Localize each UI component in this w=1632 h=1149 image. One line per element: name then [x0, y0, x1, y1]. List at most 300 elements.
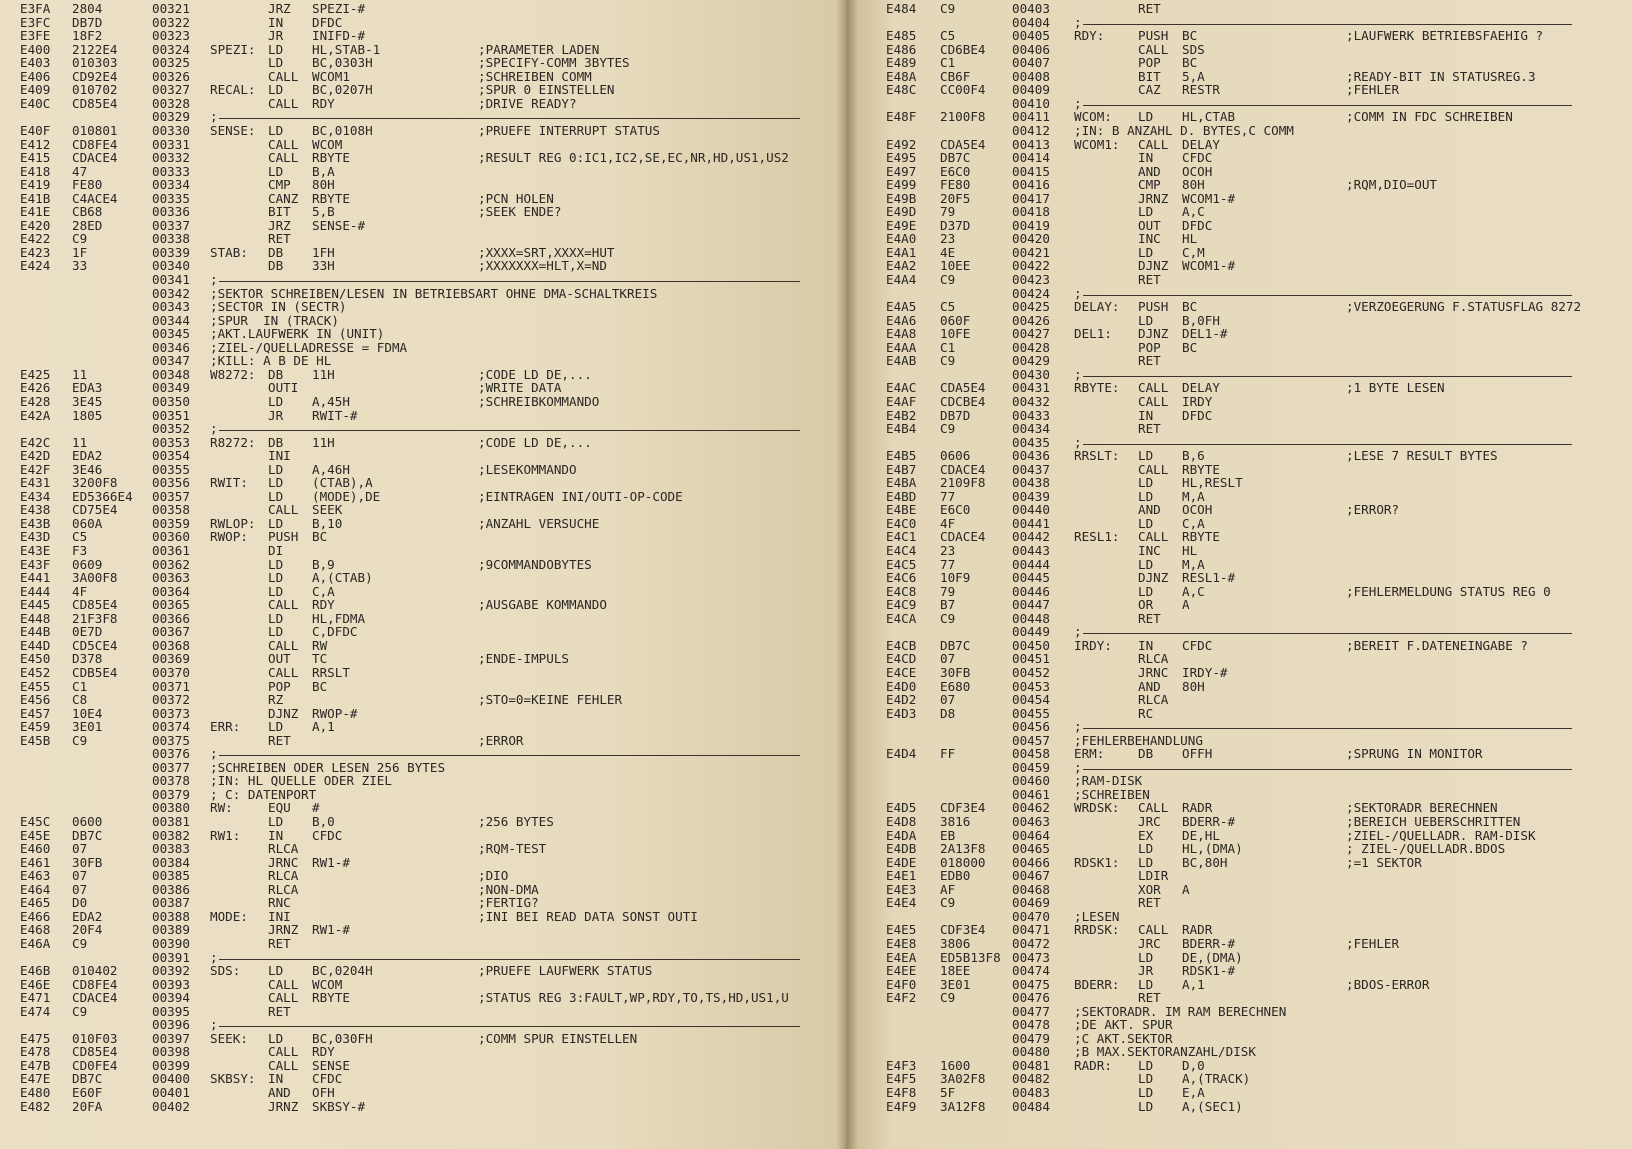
- operand: DE,(DMA): [1182, 949, 1243, 965]
- source-comment: ;RAM-DISK: [1074, 773, 1143, 789]
- address: E4E3: [886, 881, 917, 897]
- line-number: 00367: [152, 624, 190, 640]
- hex-code: 4F: [940, 515, 956, 531]
- operand: 80H: [1182, 678, 1205, 694]
- address: E4F8: [886, 1085, 917, 1100]
- opcode: LD: [268, 963, 284, 979]
- address: E484: [886, 1, 917, 16]
- operand: BC,0303H: [312, 55, 373, 71]
- opcode: DB: [1138, 746, 1154, 762]
- hex-code: CD85E4: [72, 1044, 118, 1060]
- opcode: CALL: [268, 68, 299, 84]
- opcode: JR: [1138, 963, 1154, 979]
- hex-code: 77: [940, 488, 956, 504]
- operand: HL: [1182, 543, 1198, 558]
- address: E40F: [20, 122, 51, 138]
- opcode: AND: [1138, 502, 1161, 518]
- operand: HL,RESLT: [1182, 475, 1243, 491]
- operand: RADR: [1182, 800, 1213, 816]
- operand: HL,FDMA: [312, 610, 366, 626]
- operand: BC: [312, 678, 328, 694]
- operand: HL,CTAB: [1182, 109, 1236, 125]
- comment: ;DIO: [478, 868, 509, 884]
- operand: DELAY: [1182, 136, 1220, 152]
- hex-code: AF: [940, 881, 956, 897]
- operand: BC: [1182, 28, 1198, 44]
- hex-code: C5: [940, 28, 956, 44]
- hex-code: 2A13F8: [940, 841, 986, 857]
- operand: A,(CTAB): [312, 570, 373, 586]
- address: E420: [20, 217, 51, 233]
- listing-line: [0, 354, 846, 368]
- line-number: 00421: [1012, 244, 1050, 260]
- operand: BC: [1182, 55, 1198, 71]
- source-comment: ;SPUR IN (TRACK): [210, 312, 339, 328]
- hex-code: DB7D: [940, 407, 971, 423]
- line-number: 00372: [152, 692, 190, 708]
- line-number: 00440: [1012, 502, 1050, 518]
- opcode: LD: [1138, 583, 1154, 599]
- address: E41B: [20, 190, 51, 206]
- line-number: 00474: [1012, 963, 1050, 979]
- opcode: CALL: [1138, 41, 1169, 57]
- line-number: 00457: [1012, 732, 1050, 748]
- comment: ;ERROR: [478, 732, 524, 748]
- line-number: 00472: [1012, 935, 1050, 951]
- hex-code: E6C0: [940, 502, 971, 518]
- comment: ;STATUS REG 3:FAULT,WP,RDY,TO,TS,HD,US1,U: [478, 990, 789, 1006]
- line-number: 00473: [1012, 949, 1050, 965]
- hex-code: EB: [940, 827, 956, 843]
- line-number: 00403: [1012, 1, 1050, 16]
- opcode: LD: [268, 461, 284, 477]
- line-number: 00414: [1012, 150, 1050, 166]
- address: E403: [20, 55, 51, 71]
- listing-line: [846, 192, 1632, 206]
- opcode: CALL: [1138, 461, 1169, 477]
- listing-line: [0, 1086, 846, 1100]
- hex-code: C9: [940, 421, 956, 437]
- listing-line: [0, 720, 846, 734]
- hex-code: 20FA: [72, 1098, 103, 1114]
- comment: ;256 BYTES: [478, 814, 554, 829]
- operand: 80H: [312, 177, 335, 193]
- address: E45E: [20, 827, 51, 843]
- operand: HL: [1182, 231, 1198, 247]
- opcode: OUT: [1138, 217, 1161, 233]
- hex-code: ED5B13F8: [940, 949, 1001, 965]
- operand: WCOM: [312, 136, 343, 152]
- line-number: 00475: [1012, 976, 1050, 992]
- address: E450: [20, 651, 51, 667]
- listing-line: [846, 503, 1632, 517]
- operand: C,A: [1182, 515, 1205, 531]
- opcode: LD: [1138, 1057, 1154, 1073]
- address: E465: [20, 895, 51, 911]
- hex-code: CD0FE4: [72, 1057, 118, 1073]
- operand: RW1-#: [312, 854, 350, 870]
- line-number: 00480: [1012, 1044, 1050, 1060]
- address: E445: [20, 597, 51, 613]
- address: E426: [20, 380, 51, 396]
- address: E4B4: [886, 421, 917, 437]
- address: E4A0: [886, 231, 917, 247]
- listing-line: [0, 314, 846, 328]
- hex-code: 2109F8: [940, 475, 986, 491]
- listing-line: [0, 815, 846, 829]
- line-number: 00378: [152, 773, 190, 789]
- label: W8272:: [210, 366, 256, 382]
- address: E4D8: [886, 814, 917, 829]
- listing-line: [846, 734, 1632, 748]
- opcode: OR: [1138, 597, 1154, 613]
- address: E4A6: [886, 312, 917, 328]
- opcode: LD: [268, 1030, 284, 1046]
- line-number: 00393: [152, 976, 190, 992]
- listing-line: [846, 896, 1632, 910]
- line-number: 00476: [1012, 990, 1050, 1006]
- opcode: IN: [1138, 637, 1154, 653]
- opcode: RET: [1138, 895, 1161, 911]
- hex-code: 11: [72, 366, 88, 382]
- hex-code: 0606: [940, 448, 971, 464]
- address: E486: [886, 41, 917, 57]
- comment: ;SPUR 0 EINSTELLEN: [478, 82, 615, 98]
- comment: ;INI BEI READ DATA SONST OUTI: [478, 908, 698, 924]
- line-number: 00419: [1012, 217, 1050, 233]
- line-number: 00384: [152, 854, 190, 870]
- opcode: CALL: [268, 637, 299, 653]
- line-number: 00349: [152, 380, 190, 396]
- line-number: 00431: [1012, 380, 1050, 396]
- separator-line: [1083, 24, 1572, 25]
- address: E456: [20, 692, 51, 708]
- operand: SKBSY-#: [312, 1098, 366, 1114]
- address: E464: [20, 881, 51, 897]
- hex-code: 30FB: [72, 854, 103, 870]
- opcode: RET: [268, 935, 291, 951]
- listing-line: [846, 29, 1632, 43]
- line-number: 00335: [152, 190, 190, 206]
- listing-line: [846, 774, 1632, 788]
- line-number: 00450: [1012, 637, 1050, 653]
- address: E4B7: [886, 461, 917, 477]
- source-comment: ;AKT.LAUFWERK IN (UNIT): [210, 326, 385, 342]
- opcode: CMP: [268, 177, 291, 193]
- line-number: 00359: [152, 515, 190, 531]
- line-number: 00376: [152, 746, 190, 762]
- operand: RW1-#: [312, 922, 350, 938]
- label: RDSK1:: [1074, 854, 1120, 870]
- address: E46A: [20, 935, 51, 951]
- line-number: 00453: [1012, 678, 1050, 694]
- line-number: 00325: [152, 55, 190, 71]
- listing-line: [846, 409, 1632, 423]
- hex-code: 2122E4: [72, 41, 118, 57]
- opcode: LD: [268, 624, 284, 640]
- opcode: OUT: [268, 651, 291, 667]
- line-number: 00375: [152, 732, 190, 748]
- source-comment: ;: [1074, 759, 1082, 775]
- address: E4F2: [886, 990, 917, 1006]
- line-number: 00484: [1012, 1098, 1050, 1114]
- address: E4C0: [886, 515, 917, 531]
- hex-code: 47: [72, 163, 88, 179]
- listing-line: [0, 558, 846, 572]
- hex-code: 07: [72, 881, 88, 897]
- label: SKBSY:: [210, 1071, 256, 1087]
- label: RRSLT:: [1074, 448, 1120, 464]
- address: E48F: [886, 109, 917, 125]
- hex-code: 33: [72, 258, 88, 274]
- operand: 33H: [312, 258, 335, 274]
- line-number: 00432: [1012, 393, 1050, 409]
- address: E4AC: [886, 380, 917, 396]
- hex-code: 010801: [72, 122, 118, 138]
- operand: BC,80H: [1182, 854, 1228, 870]
- address: E4B2: [886, 407, 917, 423]
- hex-code: D0: [72, 895, 88, 911]
- line-number: 00358: [152, 502, 190, 518]
- hex-code: C1: [72, 678, 88, 694]
- label: WCOM1:: [1074, 136, 1120, 152]
- hex-code: 3A02F8: [940, 1071, 986, 1087]
- hex-code: 060A: [72, 515, 103, 531]
- hex-code: 3E46: [72, 461, 103, 477]
- listing-line: [0, 680, 846, 694]
- operand: CFDC: [312, 827, 343, 843]
- separator-line: [219, 1026, 800, 1027]
- listing-line: [0, 2, 846, 16]
- address: E4AF: [886, 393, 917, 409]
- operand: B,6: [1182, 448, 1205, 464]
- line-number: 00482: [1012, 1071, 1050, 1087]
- listing-line: [0, 544, 846, 558]
- address: E480: [20, 1085, 51, 1100]
- listing-line: [0, 856, 846, 870]
- listing-line: [0, 734, 846, 748]
- line-number: 00356: [152, 475, 190, 491]
- separator-line: [1083, 105, 1572, 106]
- opcode: PUSH: [268, 529, 299, 545]
- opcode: JRNZ: [1138, 190, 1169, 206]
- line-number: 00408: [1012, 68, 1050, 84]
- source-comment: ;DE AKT. SPUR: [1074, 1017, 1173, 1033]
- address: E40C: [20, 95, 51, 111]
- operand: RW: [312, 637, 328, 653]
- listing-line: [0, 29, 846, 43]
- line-number: 00447: [1012, 597, 1050, 613]
- operand: A,1: [1182, 976, 1205, 992]
- hex-code: CD75E4: [72, 502, 118, 518]
- operand: BDERR-#: [1182, 814, 1236, 829]
- operand: SEEK: [312, 502, 343, 518]
- opcode: IN: [268, 1071, 284, 1087]
- hex-code: C9: [72, 732, 88, 748]
- hex-code: 010402: [72, 963, 118, 979]
- address: E425: [20, 366, 51, 382]
- listing-line: [846, 43, 1632, 57]
- address: E406: [20, 68, 51, 84]
- address: E412: [20, 136, 51, 152]
- opcode: RLCA: [1138, 692, 1169, 708]
- source-comment: ;: [1074, 624, 1082, 640]
- address: E4E5: [886, 922, 917, 938]
- comment: ;RESULT REG 0:IC1,IC2,SE,EC,NR,HD,US1,US2: [478, 150, 789, 166]
- hex-code: CDACE4: [940, 461, 986, 477]
- address: E489: [886, 55, 917, 71]
- opcode: CALL: [268, 1044, 299, 1060]
- line-number: 00339: [152, 244, 190, 260]
- line-number: 00394: [152, 990, 190, 1006]
- label: RADR:: [1074, 1057, 1112, 1073]
- operand: TC: [312, 651, 328, 667]
- line-number: 00347: [152, 353, 190, 369]
- separator-line: [1083, 444, 1572, 445]
- line-number: 00387: [152, 895, 190, 911]
- opcode: RLCA: [268, 841, 299, 857]
- hex-code: D8: [940, 705, 956, 721]
- operand: RESL1-#: [1182, 570, 1236, 586]
- hex-code: CDACE4: [72, 150, 118, 166]
- line-number: 00468: [1012, 881, 1050, 897]
- operand: #: [312, 800, 320, 816]
- line-number: 00364: [152, 583, 190, 599]
- address: E4BA: [886, 475, 917, 491]
- hex-code: C8: [72, 692, 88, 708]
- label: RESL1:: [1074, 529, 1120, 545]
- line-number: 00415: [1012, 163, 1050, 179]
- address: E428: [20, 393, 51, 409]
- address: E400: [20, 41, 51, 57]
- line-number: 00348: [152, 366, 190, 382]
- line-number: 00444: [1012, 556, 1050, 572]
- address: E43F: [20, 556, 51, 572]
- address: E4BE: [886, 502, 917, 518]
- comment: ;ZIEL-/QUELLADR. RAM-DISK: [1346, 827, 1536, 843]
- operand: DE,HL: [1182, 827, 1220, 843]
- opcode: IN: [268, 827, 284, 843]
- source-comment: ;SEKTORADR. IM RAM BERECHNEN: [1074, 1003, 1287, 1019]
- listing-line: [846, 585, 1632, 599]
- listing-line: [846, 571, 1632, 585]
- opcode: JR: [268, 407, 284, 423]
- operand: RWIT-#: [312, 407, 358, 423]
- source-comment: ; C: DATENPORT: [210, 786, 317, 802]
- address: E4EE: [886, 963, 917, 979]
- hex-code: C5: [72, 529, 88, 545]
- hex-code: FF: [940, 746, 956, 762]
- operand: A,45H: [312, 393, 350, 409]
- hex-code: DB7C: [72, 1071, 103, 1087]
- address: E42C: [20, 434, 51, 450]
- address: E4DB: [886, 841, 917, 857]
- opcode: RET: [268, 732, 291, 748]
- opcode: LD: [1138, 109, 1154, 125]
- address: E42D: [20, 448, 51, 464]
- operand: 5,A: [1182, 68, 1205, 84]
- comment: ;ENDE-IMPULS: [478, 651, 569, 667]
- address: E4E4: [886, 895, 917, 911]
- hex-code: 2804: [72, 1, 103, 16]
- line-number: 00383: [152, 841, 190, 857]
- comment: ;9COMMANDOBYTES: [478, 556, 592, 572]
- hex-code: CD8FE4: [72, 136, 118, 152]
- hex-code: D37D: [940, 217, 971, 233]
- opcode: RET: [1138, 610, 1161, 626]
- opcode: RLCA: [1138, 651, 1169, 667]
- address: E4F0: [886, 976, 917, 992]
- comment: ;PRUEFE INTERRUPT STATUS: [478, 122, 660, 138]
- opcode: RC: [1138, 705, 1154, 721]
- opcode: LD: [268, 163, 284, 179]
- opcode: LD: [1138, 475, 1154, 491]
- comment: ;SEKTORADR BERECHNEN: [1346, 800, 1498, 816]
- line-number: 00434: [1012, 421, 1050, 437]
- line-number: 00357: [152, 488, 190, 504]
- listing-line: [0, 801, 846, 815]
- line-number: 00449: [1012, 624, 1050, 640]
- hex-code: 11: [72, 434, 88, 450]
- opcode: LD: [1138, 244, 1154, 260]
- address: E4C9: [886, 597, 917, 613]
- opcode: LD: [268, 583, 284, 599]
- address: E461: [20, 854, 51, 870]
- address: E4DE: [886, 854, 917, 870]
- listing-line: [846, 1100, 1632, 1114]
- hex-code: 1F: [72, 244, 88, 260]
- opcode: PUSH: [1138, 28, 1169, 44]
- hex-code: FE80: [940, 177, 971, 193]
- operand: (MODE),DE: [312, 488, 381, 504]
- operand: A,46H: [312, 461, 350, 477]
- opcode: RET: [1138, 421, 1161, 437]
- listing-line: [0, 110, 846, 124]
- opcode: RET: [1138, 272, 1161, 287]
- address: E497: [886, 163, 917, 179]
- listing-line: [846, 707, 1632, 721]
- line-number: 00382: [152, 827, 190, 843]
- hex-code: 3806: [940, 935, 971, 951]
- hex-code: CD92E4: [72, 68, 118, 84]
- opcode: CALL: [268, 664, 299, 680]
- comment: ;FERTIG?: [478, 895, 539, 911]
- opcode: JR: [268, 28, 284, 44]
- operand: IRDY: [1182, 393, 1213, 409]
- line-number: 00333: [152, 163, 190, 179]
- operand: D,0: [1182, 1057, 1205, 1073]
- label: SENSE:: [210, 122, 256, 138]
- hex-code: C9: [72, 231, 88, 247]
- source-comment: ;: [210, 421, 218, 437]
- hex-code: D378: [72, 651, 103, 667]
- hex-code: C9: [940, 895, 956, 911]
- operand: OFH: [312, 1085, 335, 1100]
- line-number: 00379: [152, 786, 190, 802]
- line-number: 00353: [152, 434, 190, 450]
- operand: A,C: [1182, 583, 1205, 599]
- comment: ;STO=0=KEINE FEHLER: [478, 692, 623, 708]
- comment: ;FEHLER: [1346, 82, 1400, 98]
- listing-line: [0, 503, 846, 517]
- label: DELAY:: [1074, 299, 1120, 315]
- line-number: 00388: [152, 908, 190, 924]
- opcode: INC: [1138, 543, 1161, 558]
- listing-line: [0, 666, 846, 680]
- hex-code: 0609: [72, 556, 103, 572]
- address: E4A5: [886, 299, 917, 315]
- address: E471: [20, 990, 51, 1006]
